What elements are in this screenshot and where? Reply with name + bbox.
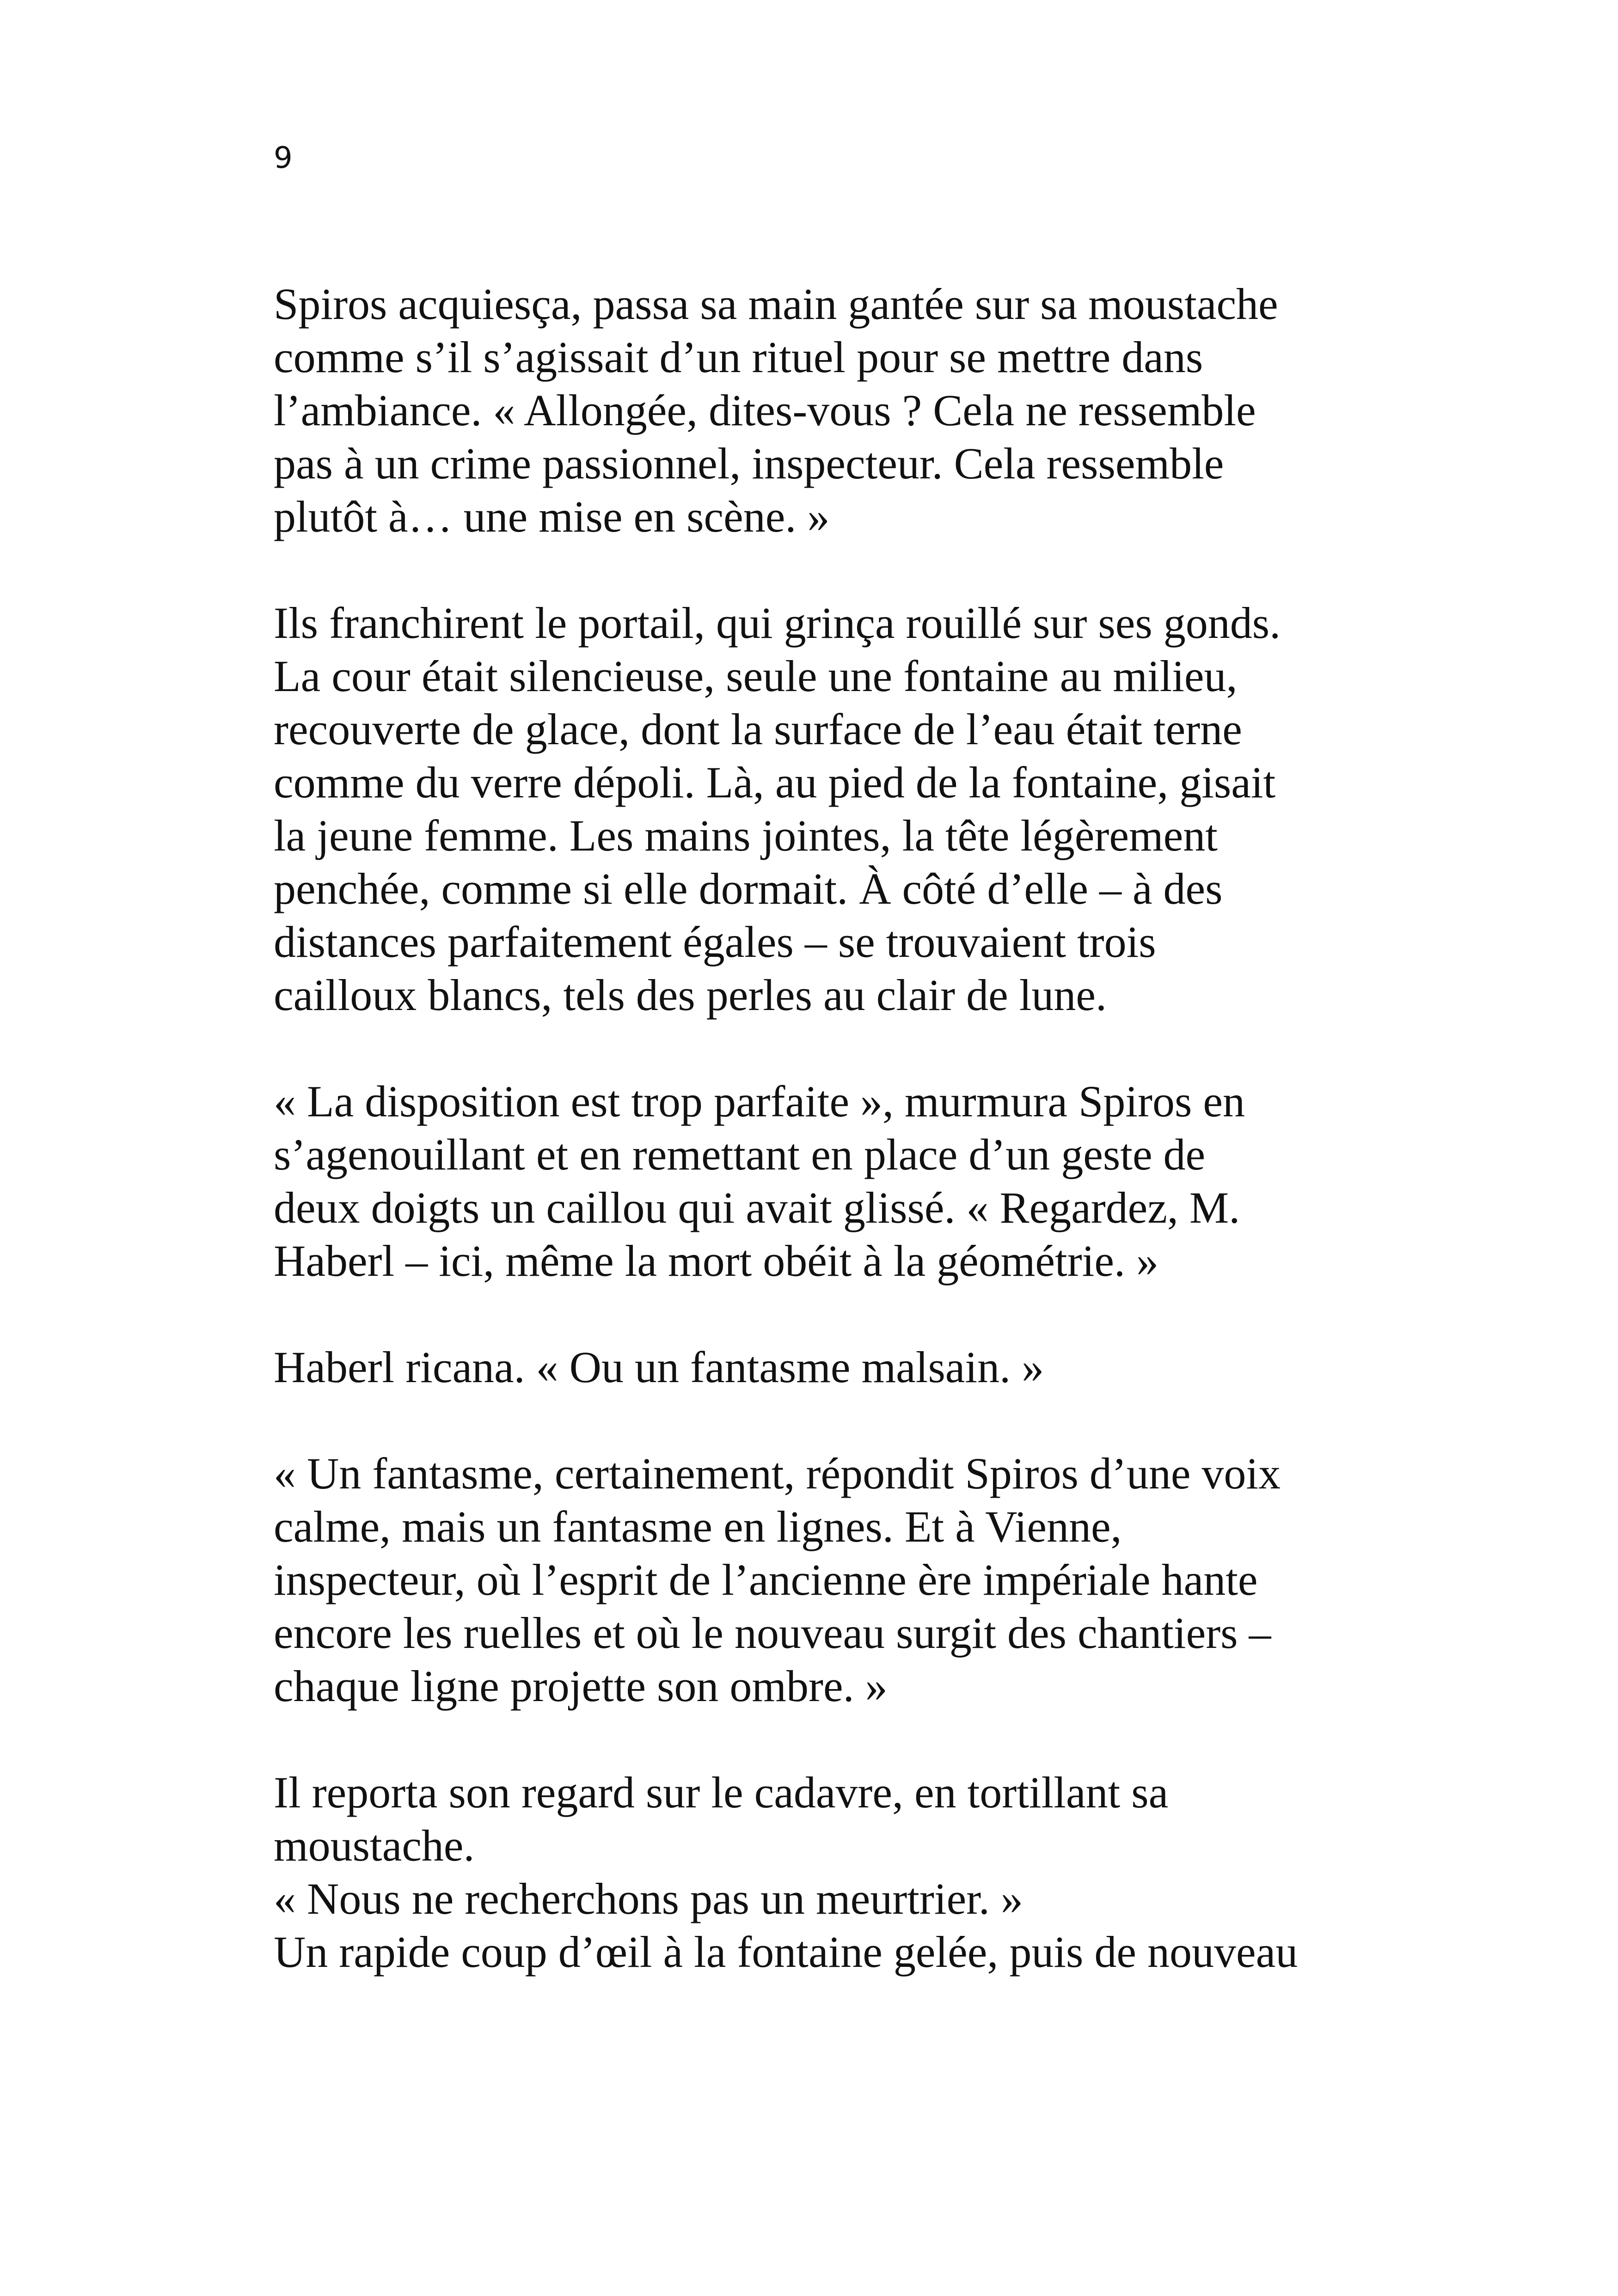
text-line: cailloux blancs, tels des perles au clair de lune.: [274, 970, 1107, 1020]
text-line: moustache.: [274, 1821, 475, 1870]
text-line: pas à un crime passionnel, inspecteur. Cela ressemble: [274, 439, 1224, 488]
text-line: Spiros acquiesça, passa sa main gantée sur sa moustache: [274, 279, 1278, 329]
text-line: « Nous ne recherchons pas un meurtrier. »: [274, 1874, 1023, 1923]
body-text: [274, 277, 1402, 1978]
paragraph-gap: [274, 1394, 1402, 1447]
paragraph: [274, 596, 1402, 1022]
paragraph-gap: [274, 1287, 1402, 1341]
page-number: 9: [274, 141, 293, 175]
text-line: plutôt à… une mise en scène. »: [274, 492, 830, 541]
paragraph-gap: [274, 543, 1402, 596]
text-line: encore les ruelles et où le nouveau surgit des chantiers –: [274, 1608, 1271, 1658]
paragraph: [274, 1447, 1402, 1713]
text-line: la jeune femme. Les mains jointes, la tête légèrement: [274, 811, 1218, 860]
text-line: chaque ligne projette son ombre. »: [274, 1661, 888, 1711]
text-line: comme s’il s’agissait d’un rituel pour se mettre dans: [274, 332, 1203, 382]
paragraph-gap: [274, 1713, 1402, 1766]
text-line: calme, mais un fantasme en lignes. Et à Vienne,: [274, 1502, 1122, 1551]
paragraph: [274, 1341, 1402, 1394]
text-line: recouverte de glace, dont la surface de l’eau était terne: [274, 704, 1242, 754]
text-line: comme du verre dépoli. Là, au pied de la fontaine, gisait: [274, 758, 1276, 807]
text-line: s’agenouillant et en remettant en place d’un geste de: [274, 1130, 1206, 1179]
text-line: penchée, comme si elle dormait. À côté d’elle – à des: [274, 864, 1223, 913]
text-line: Haberl – ici, même la mort obéit à la géométrie. »: [274, 1236, 1158, 1286]
text-line: « La disposition est trop parfaite », murmura Spiros en: [274, 1077, 1245, 1126]
paragraph-gap: [274, 1022, 1402, 1075]
text-line: « Un fantasme, certainement, répondit Spiros d’une voix: [274, 1449, 1281, 1498]
text-line: l’ambiance. « Allongée, dites-vous ? Cela ne ressemble: [274, 386, 1256, 435]
text-line: La cour était silencieuse, seule une fontaine au milieu,: [274, 651, 1238, 701]
text-line: deux doigts un caillou qui avait glissé. « Regardez, M.: [274, 1183, 1240, 1232]
text-line: Ils franchirent le portail, qui grinça rouillé sur ses gonds.: [274, 598, 1281, 648]
text-line: inspecteur, où l’esprit de l’ancienne ère impériale hante: [274, 1555, 1258, 1604]
paragraph: [274, 1766, 1402, 1978]
paragraph: [274, 1075, 1402, 1287]
text-line: Haberl ricana. « Ou un fantasme malsain. »: [274, 1342, 1044, 1392]
paragraph: [274, 277, 1402, 543]
text-line: Il reporta son regard sur le cadavre, en tortillant sa: [274, 1768, 1169, 1817]
text-line: distances parfaitement égales – se trouvaient trois: [274, 917, 1156, 967]
text-line: Un rapide coup d’œil à la fontaine gelée, puis de nouveau: [274, 1927, 1298, 1977]
